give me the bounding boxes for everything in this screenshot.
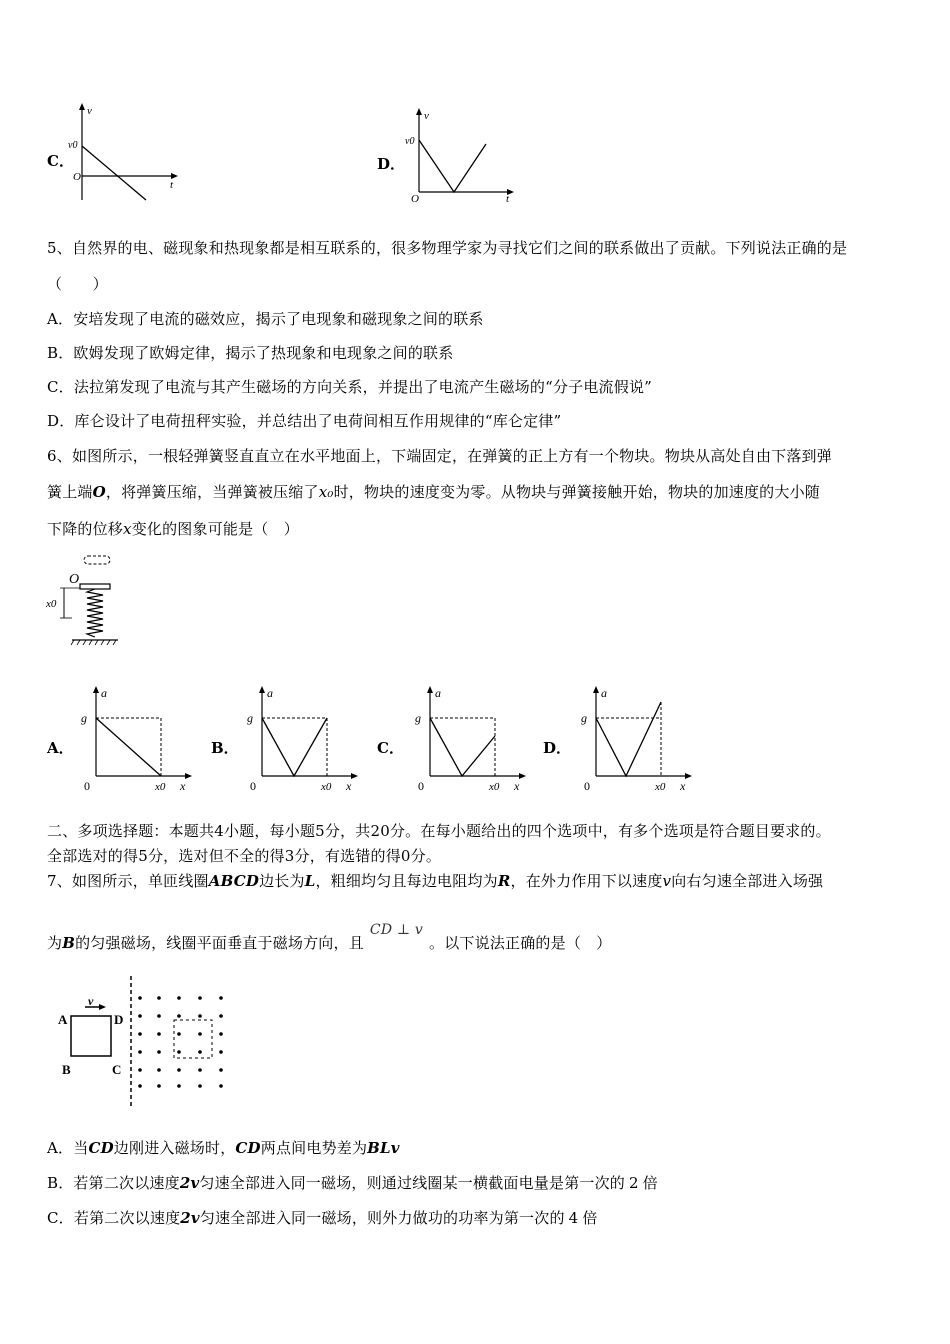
label-g: g <box>581 711 587 725</box>
label-a: a <box>601 686 607 700</box>
q7-stem-line2 <box>47 922 612 953</box>
q5-blank: （ ） <box>47 275 108 293</box>
q7-r: R <box>497 872 511 890</box>
graph-c-v-label: v <box>87 105 92 117</box>
q7-cd: CD <box>88 1139 114 1157</box>
q5-option-d: D．库仑设计了电荷扭秤实验，并总结出了电荷间相互作用规律的“库仑定律” <box>47 412 562 430</box>
label-x: x <box>180 779 186 793</box>
q7-text: 。以下说法正确的是（ ） <box>429 934 612 952</box>
label-origin: 0 <box>84 779 90 793</box>
q6-text: ，将弹簧压缩，当弹簧被压缩了 <box>105 483 319 501</box>
q6-graph-b <box>240 682 365 797</box>
q6-graph-b-label: B． <box>211 739 239 757</box>
label-x0: x0 <box>155 781 166 793</box>
q7-abcd: ABCD <box>208 872 260 890</box>
q6-graph-c <box>408 682 533 797</box>
label-x0: x0 <box>489 781 500 793</box>
label-x0: x0 <box>655 781 666 793</box>
graph-c-v-arrow <box>79 103 85 110</box>
label-origin: 0 <box>584 779 590 793</box>
label-a: A <box>58 1012 68 1027</box>
q7-text: 向右匀速全部进入场强 <box>671 872 824 890</box>
q6-point-o: O <box>92 483 106 501</box>
block-dashed <box>84 556 110 564</box>
graph-d-line <box>419 140 486 192</box>
axis-a-arrow <box>259 686 265 693</box>
q6-text: 下降的位移 <box>47 520 124 538</box>
q5-option-c: C．法拉第发现了电流与其产生磁场的方向关系，并提出了电流产生磁场的“分子电流假说” <box>47 378 653 396</box>
axis-a-arrow <box>593 686 599 693</box>
graph-c <box>62 100 192 205</box>
label-a: a <box>435 686 441 700</box>
graph-line <box>96 718 161 776</box>
q6-graph-c-label: C． <box>377 739 404 757</box>
label-d: D <box>114 1012 124 1027</box>
field-dots <box>138 996 223 1088</box>
graph-line <box>262 718 327 776</box>
label-v: v <box>88 994 94 1008</box>
label-g: g <box>247 711 253 725</box>
q7-number: 4 <box>568 1209 579 1227</box>
q7-cd: CD <box>235 1139 261 1157</box>
spring-label-o: O <box>69 572 80 587</box>
q6-x0: x₀ <box>318 483 334 501</box>
q7-text: B．若第二次以速度 <box>47 1174 180 1192</box>
label-origin: 0 <box>418 779 424 793</box>
option-d-label: D． <box>377 155 406 173</box>
q7-option-b <box>47 1172 658 1193</box>
spring-label-x0: x0 <box>46 598 57 610</box>
q5-option-a: A．安培发现了电流的磁效应，揭示了电现象和磁现象之间的联系 <box>47 310 484 328</box>
graph-d <box>398 105 523 205</box>
graph-c-v0: v0 <box>68 140 78 151</box>
ground-hatch <box>71 640 116 645</box>
q7-option-c <box>47 1207 598 1228</box>
axis-x-arrow <box>519 773 526 779</box>
label-x0: x0 <box>321 781 332 793</box>
q7-text: C．若第二次以速度 <box>47 1209 181 1227</box>
label-x: x <box>346 779 352 793</box>
graph-line <box>430 718 495 776</box>
velocity-arrowhead <box>99 1004 106 1010</box>
q7-text: 边长为 <box>259 872 305 890</box>
label-g: g <box>81 711 87 725</box>
q6-text: 变化的图象可能是（ ） <box>131 520 299 538</box>
graph-c-origin: O <box>73 171 81 183</box>
graph-d-v0: v0 <box>405 136 415 147</box>
q7-text: ，在外力作用下以速度 <box>510 872 663 890</box>
q7-text: 的匀强磁场，线圈平面垂直于磁场方向，且 <box>75 934 364 952</box>
q5-option-b: B．欧姆发现了欧姆定律，揭示了热现象和电现象之间的联系 <box>47 344 454 362</box>
graph-d-t-label: t <box>506 193 510 205</box>
q6-stem-line3 <box>47 518 299 539</box>
q7-stem-line1 <box>47 870 823 891</box>
q6-graph-d <box>574 682 699 797</box>
q6-stem-line2 <box>47 481 820 502</box>
option-c-label: C． <box>47 152 74 170</box>
q7-text: 为 <box>47 934 63 952</box>
label-c: C <box>112 1062 122 1077</box>
spring-top-plate <box>80 584 110 589</box>
section2-line2: 全部选对的得5分，选对但不全的得3分，有选错的得0分。 <box>47 847 442 865</box>
q7-2v: 2v <box>180 1209 200 1227</box>
coil-abcd <box>71 1016 111 1056</box>
spring-figure <box>42 550 132 650</box>
label-a: a <box>267 686 273 700</box>
label-a: a <box>101 686 107 700</box>
q7-text: 匀速全部进入同一磁场，则外力做功的功率为第一次的 <box>199 1209 565 1227</box>
graph-line <box>596 702 661 776</box>
q7-b: B <box>62 934 76 952</box>
q7-text: 倍 <box>582 1209 598 1227</box>
spring-coil <box>87 589 103 637</box>
graph-d-v-label: v <box>424 110 429 122</box>
q7-l: L <box>304 872 316 890</box>
graph-c-t-label: t <box>170 179 174 191</box>
q7-v: v <box>662 872 672 890</box>
q6-stem-line1: 6、如图所示，一根轻弹簧竖直直立在水平地面上，下端固定，在弹簧的正上方有一个物块。物块从高处自由下落到弹 <box>47 447 832 465</box>
label-x: x <box>514 779 520 793</box>
q7-text: 边刚进入磁场时， <box>113 1139 236 1157</box>
q5-stem: 5、自然界的电、磁现象和热现象都是相互联系的，很多物理学家为寻找它们之间的联系做出了贡献。下列说法正确的是 <box>47 239 848 257</box>
q7-blv: BLv <box>367 1139 400 1157</box>
graph-c-line <box>82 146 146 200</box>
graph-d-origin: O <box>411 193 419 205</box>
axis-x-arrow <box>185 773 192 779</box>
q6-x: x <box>123 520 132 538</box>
q6-graph-a-label: A． <box>47 739 74 757</box>
q7-formula: CD ⊥ v <box>369 922 424 938</box>
q7-text: ，粗细均匀且每边电阻均为 <box>315 872 498 890</box>
label-g: g <box>415 711 421 725</box>
q6-text: 簧上端 <box>47 483 93 501</box>
q7-text: 倍 <box>642 1174 658 1192</box>
q6-graph-a <box>74 682 199 797</box>
label-b: B <box>62 1062 71 1077</box>
label-x: x <box>680 779 686 793</box>
axis-a-arrow <box>93 686 99 693</box>
axis-x-arrow <box>351 773 358 779</box>
q7-text: A．当 <box>47 1139 89 1157</box>
axis-a-arrow <box>427 686 433 693</box>
axis-x-arrow <box>685 773 692 779</box>
q7-2v: 2v <box>179 1174 200 1192</box>
q7-text: 匀速全部进入同一磁场，则通过线圈某一横截面电量是第一次的 <box>199 1174 625 1192</box>
q7-option-a <box>47 1137 400 1158</box>
q7-number: 2 <box>629 1174 639 1192</box>
coil-field-figure <box>52 972 242 1112</box>
graph-d-v-arrow <box>416 108 422 115</box>
label-origin: 0 <box>250 779 256 793</box>
q6-text: 时，物块的速度变为零。从物块与弹簧接触开始，物块的加速度的大小随 <box>333 483 820 501</box>
q6-graph-d-label: D． <box>543 739 572 757</box>
section2-line1: 二、多项选择题：本题共4小题，每小题5分，共20分。在每小题给出的四个选项中，有多个选项是符合题目要求的。 <box>47 822 831 840</box>
q7-text: 7、如图所示，单匝线圈 <box>47 872 209 890</box>
q7-text: 两点间电势差为 <box>260 1139 368 1157</box>
